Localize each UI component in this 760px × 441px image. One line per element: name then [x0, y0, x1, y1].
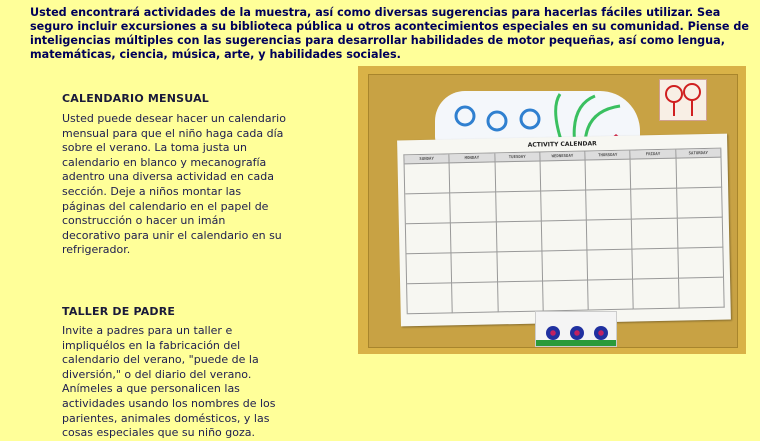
calendar-cell	[405, 193, 451, 224]
activity-calendar-photo	[358, 66, 746, 354]
flower-icon	[570, 326, 584, 340]
flower-icon	[546, 326, 560, 340]
intro-paragraph: Usted encontrará actividades de la muestra, así como diversas sugerencias para hacerlas fáciles utilizar. Sea seguro incluir excursiones a su biblioteca pública u otros acontecimientos especiales en su comunidad. Piense de inteligencias múltiples con las sugerencias para desarrollar habilidades de motor pequeñas, así como lengua, matemáticas, ciencia, música, arte, y habilidades sociales.	[30, 6, 749, 61]
calendar-cell	[542, 221, 588, 252]
flower-drawing	[535, 311, 617, 347]
calendar-cell	[407, 283, 453, 314]
day-header: TUESDAY	[495, 152, 540, 162]
kid-faces-drawing	[659, 79, 707, 121]
day-header: SATURDAY	[676, 149, 721, 159]
calendario-text: Usted puede desear hacer un calendario mensual para que el niño haga cada día sobre el verano. La toma justa un calendario en blanco y mecanografía adentro una diversa actividad en cada sección. Deje a niños montar las páginas del calendario en el papel de construcción o hacer un imán decorativo para unir el calendario en su refrigerador.	[62, 112, 286, 257]
calendar-cell	[587, 220, 633, 251]
calendar-cell	[451, 222, 497, 253]
day-header: SUNDAY	[404, 154, 449, 164]
calendar-cell	[406, 253, 452, 284]
calendar-cell	[406, 223, 452, 254]
calendar-cell	[405, 163, 451, 194]
calendar-cell	[632, 219, 678, 250]
calendar-cell	[496, 191, 542, 222]
grass-strip	[536, 340, 616, 346]
calendar-cell	[677, 188, 723, 219]
construction-paper-board	[368, 74, 738, 348]
calendar-cell	[497, 251, 543, 282]
calendar-cell	[542, 251, 588, 282]
taller-title: TALLER DE PADRE	[62, 305, 176, 318]
calendar-cell	[633, 279, 679, 310]
day-header: THURSDAY	[586, 151, 631, 161]
calendar-cell	[679, 278, 725, 309]
calendar-cell	[631, 159, 677, 190]
flower-icon	[594, 326, 608, 340]
calendar-cell	[588, 250, 634, 281]
calendar-cell	[541, 191, 587, 222]
calendar-cell	[676, 158, 722, 189]
sheet-title: ACTIVITY CALENDAR	[527, 140, 597, 149]
calendar-cell	[678, 248, 724, 279]
calendar-grid	[403, 148, 724, 315]
calendar-sheet	[397, 134, 731, 327]
calendar-cell	[586, 160, 632, 191]
calendar-cell	[450, 162, 496, 193]
calendar-cell	[633, 249, 679, 280]
calendar-cell	[450, 192, 496, 223]
calendar-cell	[496, 221, 542, 252]
calendar-cell	[632, 189, 678, 220]
calendar-cell	[543, 281, 589, 312]
calendario-title: CALENDARIO MENSUAL	[62, 92, 210, 105]
day-header: WEDNESDAY	[540, 152, 585, 162]
calendar-cell	[586, 190, 632, 221]
calendar-cell	[452, 252, 498, 283]
calendar-cell	[495, 161, 541, 192]
day-header: FRIDAY	[631, 150, 676, 160]
calendar-cell	[677, 218, 723, 249]
day-header: MONDAY	[450, 153, 495, 163]
taller-text: Invite a padres para un taller e impliquélos en la fabricación del calendario del verano, "puede de la diversión," o del diario del verano. Anímeles a que personalicen las actividades usando los nombres de los parientes, animales domésticos, y las cosas especiales que su niño goza.	[62, 324, 276, 440]
calendar-cell	[452, 282, 498, 313]
calendar-cell	[540, 161, 586, 192]
calendar-cell	[498, 281, 544, 312]
calendar-cell	[588, 280, 634, 311]
